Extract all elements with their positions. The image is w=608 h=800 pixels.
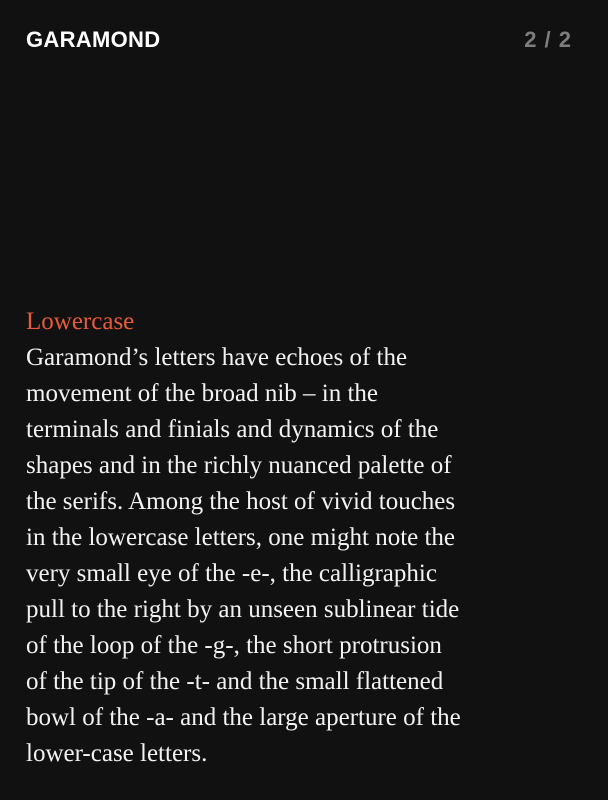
body-line: the serifs. Among the host of vivid touches xyxy=(26,488,456,515)
section-content xyxy=(26,304,586,772)
body-line: of the tip of the -t- and the small flattened xyxy=(26,668,444,695)
body-line: terminals and finials and dynamics of the xyxy=(26,416,439,443)
body-line: movement of the broad nib – in the xyxy=(26,380,379,407)
body-line: in the lowercase letters, one might note the xyxy=(26,524,456,551)
body-line: shapes and in the richly nuanced palette of xyxy=(26,452,452,479)
card-header xyxy=(26,27,572,53)
body-line: lower-case letters. xyxy=(26,740,208,767)
body-line: pull to the right by an unseen sublinear tide xyxy=(26,596,460,623)
typeface-title: GARAMOND xyxy=(26,27,161,52)
body-line: of the loop of the -g-, the short protrusion xyxy=(26,632,442,659)
body-line: Garamond’s letters have echoes of the xyxy=(26,344,408,371)
body-line: bowl of the -a- and the large aperture of the xyxy=(26,704,461,731)
body-line: very small eye of the -e-, the calligraphic xyxy=(26,560,437,587)
page-indicator: 2 / 2 xyxy=(524,27,572,52)
section-heading: Lowercase xyxy=(26,308,135,335)
section-body xyxy=(26,340,586,772)
